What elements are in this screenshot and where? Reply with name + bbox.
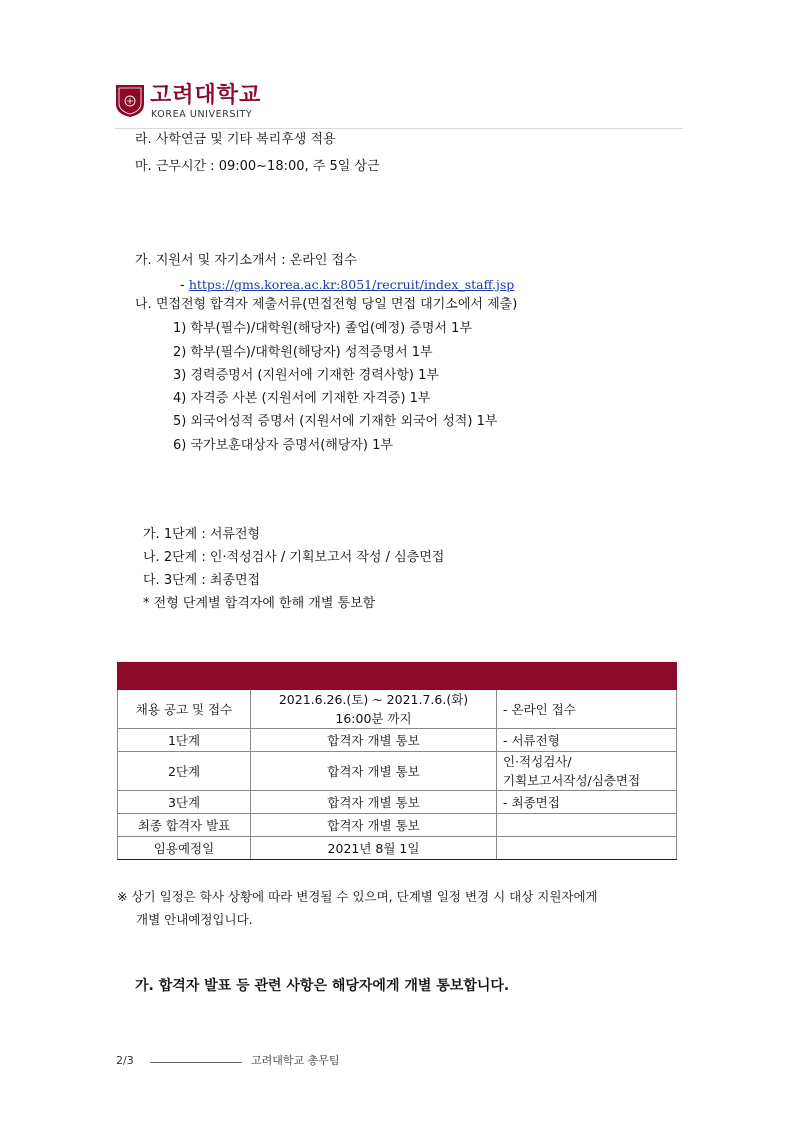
footer-org: 고려대학교 총무팀 — [251, 1054, 340, 1067]
document-list-item: 3) 경력증명서 (지원서에 기재한 경력사항) 1부 — [173, 368, 439, 383]
stage-cell: 3단계 — [118, 791, 251, 814]
date-cell: 합격자 개별 통보 — [251, 752, 497, 791]
date-cell: 합격자 개별 통보 — [251, 814, 497, 837]
logo-korean-wordmark: 고려대학교 — [150, 83, 262, 108]
stage-cell: 임용예정일 — [118, 837, 251, 860]
schedule-header-cell — [497, 663, 677, 690]
schedule-header-cell — [251, 663, 497, 690]
page-number: 2/3 — [116, 1054, 134, 1067]
date-cell: 2021년 8월 1일 — [251, 837, 497, 860]
footer-divider — [150, 1062, 242, 1063]
document-list-item: 6) 국가보훈대상자 증명서(해당자) 1부 — [173, 438, 393, 453]
table-row — [118, 814, 677, 837]
process-step-3: 다. 3단계 : 최종면접 — [143, 573, 261, 588]
schedule-footnote-line1: ※ 상기 일정은 학사 상황에 따라 변경될 수 있으며, 단계별 일정 변경 시 대상 지원자에게 — [117, 889, 598, 904]
schedule-header-cell — [118, 663, 251, 690]
table-row — [118, 729, 677, 752]
stage-cell: 최종 합격자 발표 — [118, 814, 251, 837]
documents-item-na: 나. 면접전형 합격자 제출서류(면접전형 당일 면접 대기소에서 제출) — [135, 297, 518, 312]
stage-cell: 1단계 — [118, 729, 251, 752]
schedule-table — [117, 662, 677, 860]
date-line: 2021.6.26.(토) ~ 2021.7.6.(화) — [278, 692, 469, 707]
date-cell: 합격자 개별 통보 — [251, 729, 497, 752]
document-list-item: 4) 자격증 사본 (지원서에 기재한 자격증) 1부 — [173, 391, 431, 406]
header-divider — [115, 128, 683, 129]
table-row — [118, 791, 677, 814]
document-list-item: 1) 학부(필수)/대학원(해당자) 졸업(예정) 증명서 1부 — [173, 321, 472, 336]
process-note: * 전형 단계별 합격자에 한해 개별 통보함 — [143, 596, 376, 611]
application-link-row — [180, 276, 514, 295]
notice-item-ga: 가. 합격자 발표 등 관련 사항은 해당자에게 개별 통보합니다. — [135, 978, 510, 994]
process-step-1: 가. 1단계 : 서류전형 — [143, 527, 261, 542]
document-list-item: 2) 학부(필수)/대학원(해당자) 성적증명서 1부 — [173, 345, 433, 360]
link-prefix: - — [180, 278, 189, 293]
note-cell — [497, 837, 677, 860]
document-list-item: 5) 외국어성적 증명서 (지원서에 기재한 외국어 성적) 1부 — [173, 414, 498, 429]
stage-cell: 채용 공고 및 접수 — [118, 690, 251, 729]
table-row — [118, 690, 677, 729]
note-line: 기획보고서작성/심층면접 — [503, 773, 641, 788]
schedule-header-row — [118, 663, 677, 690]
application-link[interactable]: https://gms.korea.ac.kr:8051/recruit/index_staff.jsp — [188, 277, 515, 292]
stage-cell: 2단계 — [118, 752, 251, 791]
korea-university-emblem-icon — [115, 84, 145, 118]
note-cell — [497, 752, 677, 791]
logo-english-wordmark: KOREA UNIVERSITY — [151, 109, 253, 120]
table-row — [118, 752, 677, 791]
date-cell: 합격자 개별 통보 — [251, 791, 497, 814]
benefit-item-ra: 라. 사학연금 및 기타 복리후생 적용 — [135, 132, 336, 147]
documents-item-ga: 가. 지원서 및 자기소개서 : 온라인 접수 — [135, 253, 357, 268]
note-cell: - 온라인 접수 — [497, 690, 677, 729]
date-cell — [251, 690, 497, 729]
note-cell: - 최종면접 — [497, 791, 677, 814]
benefit-item-ma: 마. 근무시간 : 09:00~18:00, 주 5일 상근 — [135, 159, 380, 174]
schedule-footnote-line2: 개별 안내예정입니다. — [136, 912, 253, 927]
date-line: 16:00분 까지 — [335, 711, 412, 726]
process-step-2: 나. 2단계 : 인·적성검사 / 기획보고서 작성 / 심층면접 — [143, 550, 445, 565]
note-line: 인·적성검사/ — [503, 754, 572, 769]
table-row — [118, 837, 677, 860]
note-cell: - 서류전형 — [497, 729, 677, 752]
note-cell — [497, 814, 677, 837]
